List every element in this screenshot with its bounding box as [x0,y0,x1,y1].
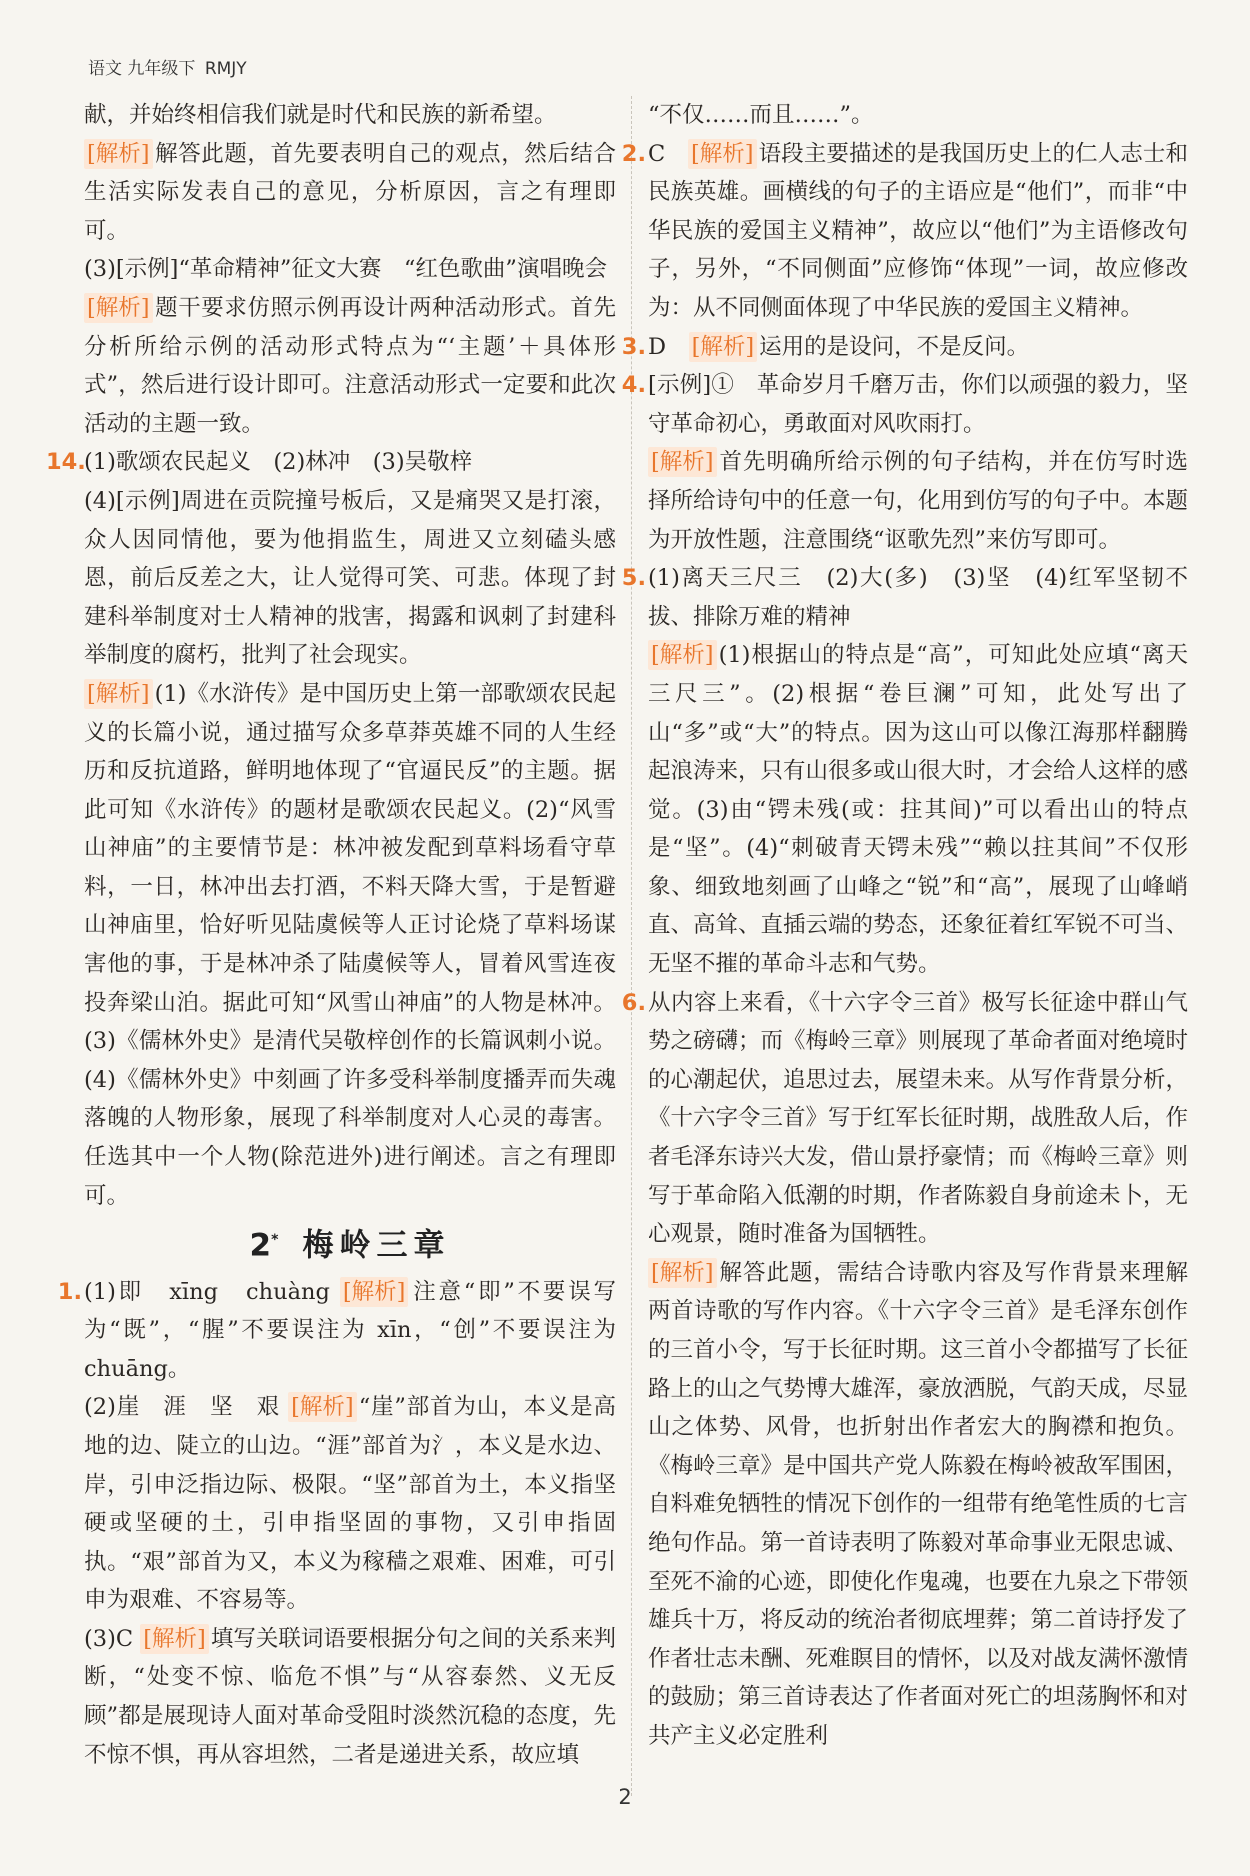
answer-text: [示例]① 革命岁月千磨万击，你们以顽强的毅力，坚守革命初心，勇敢面对风吹雨打。 [648,372,1188,437]
analysis-tag: [解析] [340,1277,409,1307]
answer-text [648,328,1188,367]
analysis-tag: [解析] [84,679,153,709]
analysis-text: 填写关联词语要根据分句之间的关系来判断，“处变不惊、临危不惧”与“从容泰然、义无反顾”都是展现诗人面对革命受阻时淡然沉稳的态度，先不惊不惧，再从容坦然，二者是递进关系，故应填 [84,1625,616,1768]
right-column [621,96,1189,1756]
question-number: 6. [621,989,646,1016]
question-number: 5. [621,565,646,592]
question-2 [621,135,1188,328]
analysis-tag: [解析] [688,139,757,169]
question-number: 1. [57,1278,82,1305]
page-header [88,54,247,79]
analysis-text: 解答此题，首先要表明自己的观点，然后结合生活实际发表自己的意见，分析原因，言之有理即可。 [84,140,616,244]
paragraph: (3)[示例]“革命精神”征文大赛 “红色歌曲”演唱晚会 [84,256,607,283]
question-5 [621,559,1189,984]
analysis-tag: [解析] [84,293,153,323]
analysis-paragraph [84,675,616,1215]
answer-text [648,135,1188,328]
answer-text [84,1620,616,1774]
answer-text [84,1388,616,1620]
answer-part: (1)即 xīng chuàng [84,1278,330,1305]
question-14 [46,443,616,1215]
question-4 [621,366,1189,559]
analysis-paragraph [648,443,1188,559]
section-title [84,1217,616,1268]
section-title-text: 梅岭三章 [302,1227,451,1264]
analysis-text: 首先明确所给示例的句子结构，并在仿写时选择所给诗句中的任意一句，化用到仿写的句子中。本题为开放性题，注意围绕“讴歌先烈”来仿写即可。 [648,449,1189,553]
paragraph: “不仅……而且……”。 [648,102,874,128]
left-column [46,96,616,1774]
analysis-paragraph [648,1254,1188,1756]
analysis-paragraph [648,636,1188,983]
analysis-text: 语段主要描述的是我国历史上的仁人志士和民族英雄。画横线的句子的主语应是“他们”，而非“中华民族的爱国主义精神”，故应以“他们”为主语修改句子，另外，“不同侧面”应修饰“体现”一词，故应修改为：从不同侧面体现了中华民族的爱国主义精神。 [648,140,1188,321]
analysis-paragraph [84,135,616,251]
question-number: 14. [46,449,86,476]
answer-text: (1)歌颂农民起义 (2)林冲 (3)吴敬梓 [84,449,473,476]
analysis-tag: [解析] [648,447,717,477]
section-star: * [271,1232,279,1249]
analysis-text: 题干要求仿照示例再设计两种活动形式。首先分析所给示例的活动形式特点为“‘主题’＋具体形式”，然后进行设计即可。注意活动形式一定要和此次活动的主题一致。 [84,294,616,437]
header-code: RMJY [204,59,247,79]
answer-text [84,1273,616,1389]
answer-text: (1)离天三尺三 (2)大(多) (3)坚 (4)红军坚韧不拔、排除万难的精神 [648,565,1188,630]
answer-part: (2)崖 涯 坚 艰 [84,1394,281,1421]
question-3 [621,328,1188,367]
analysis-text: (1)根据山的特点是“高”，可知此处应填“离天三尺三”。(2)根据“卷巨澜”可知，此处写出了山“多”或“大”的特点。因为这山可以像江海那样翻腾起浪涛来，只有山很多或山很大时，才会给人这样的感觉。(3)由“锷未残(或：拄其间)”可以看出山的特点是“坚”。(4)“刺破青天锷未残”“赖以拄其间”不仅形象、细致地刻画了山峰之“锐”和“高”，展现了山峰峭直、高耸、直插云端的势态，还象征着红军锐不可当、无坚不摧的革命斗志和气势。 [648,642,1189,978]
answer-part: (3)C [84,1625,134,1652]
section-number: 2 [249,1227,272,1264]
analysis-text: 注意“即”不要误写为“既”，“腥”不要误注为 xīn，“创”不要误注为 chuāng。 [84,1278,616,1382]
answer-text: 从内容上来看，《十六字令三首》极写长征途中群山气势之磅礴；而《梅岭三章》则展现了革命者面对绝境时的心潮起伏，追思过去，展望未来。从写作背景分析，《十六字令三首》写于红军长征时期，战胜敌人后，作者毛泽东诗兴大发，借山景抒豪情；而《梅岭三章》则写于革命陷入低潮的时期，作者陈毅自身前途未卜，无心观景，随时准备为国牺牲。 [648,989,1189,1248]
analysis-text: “崖”部首为山，本义是高地的边、陡立的山边。“涯”部首为氵，本义是水边、岸，引申泛指边际、极限。“坚”部首为土，本义指坚硬或坚硬的土，引申指坚固的事物，又引申指固执。“艰”部首为又，本义为稼穑之艰难、困难，可引申为艰难、不容易等。 [84,1394,616,1614]
answer-part: C [648,140,666,167]
analysis-tag: [解析] [648,640,717,670]
analysis-tag: [解析] [288,1392,357,1422]
question-number: 4. [621,372,646,399]
question-1 [57,1273,616,1775]
analysis-tag: [解析] [648,1258,717,1288]
header-subject: 语文 九年级下 [88,59,196,79]
answer-text: (4)[示例]周进在贡院撞号板后，又是痛哭又是打滚，众人因同情他，要为他捐监生，周进又立刻磕头感恩，前后反差之大，让人觉得可笑、可悲。体现了封建科举制度对士人精神的戕害，揭露和讽刺了封建科举制度的腐朽，批判了社会现实。 [84,487,616,669]
page-number: 2 [618,1785,632,1809]
analysis-tag: [解析] [689,332,758,362]
analysis-text: 解答此题，需结合诗歌内容及写作背景来理解两首诗歌的写作内容。《十六字令三首》是毛泽东创作的三首小令，写于长征时期。这三首小令都描写了长征路上的山之气势博大雄浑，豪放洒脱，气韵天成，尽显山之体势、风骨，也折射出作者宏大的胸襟和抱负。《梅岭三章》是中国共产党人陈毅在梅岭被敌军围困，自料难免牺牲的情况下创作的一组带有绝笔性质的七言绝句作品。第一首诗表明了陈毅对革命事业无限忠诚、至死不渝的心迹，即使化作鬼魂，也要在九泉之下带领雄兵十万，将反动的统治者彻底埋葬；第二首诗抒发了作者壮志未酬、死难瞑目的情怀，以及对战友满怀激情的鼓励；第三首诗表达了作者面对死亡的坦荡胸怀和对共产主义必定胜利 [648,1259,1189,1749]
paragraph: 献，并始终相信我们就是时代和民族的新希望。 [84,102,557,128]
analysis-tag: [解析] [140,1624,209,1654]
question-number: 3. [621,333,646,360]
question-6 [621,984,1189,1756]
question-number: 2. [621,140,646,167]
analysis-tag: [解析] [84,139,153,169]
answer-part: D [648,333,667,360]
analysis-text: 运用的是设问，不是反问。 [759,333,1030,360]
analysis-text: (1)《水浒传》是中国历史上第一部歌颂农民起义的长篇小说，通过描写众多草莽英雄不同的人生经历和反抗道路，鲜明地体现了“官逼民反”的主题。据此可知《水浒传》的题材是歌颂农民起义。(2)“风雪山神庙”的主要情节是：林冲被发配到草料场看守草料，一日，林冲出去打酒，不料天降大雪，于是暂避山神庙里，恰好听见陆虞候等人正讨论烧了草料场谋害他的事，于是林冲杀了陆虞候等人，冒着风雪连夜投奔梁山泊。据此可知“风雪山神庙”的人物是林冲。(3)《儒林外史》是清代吴敬梓创作的长篇讽刺小说。(4)《儒林外史》中刻画了许多受科举制度播弄而失魂落魄的人物形象，展现了科举制度对人心灵的毒害。任选其中一个人物(除范进外)进行阐述。言之有理即可。 [84,680,616,1209]
analysis-paragraph [84,289,616,443]
